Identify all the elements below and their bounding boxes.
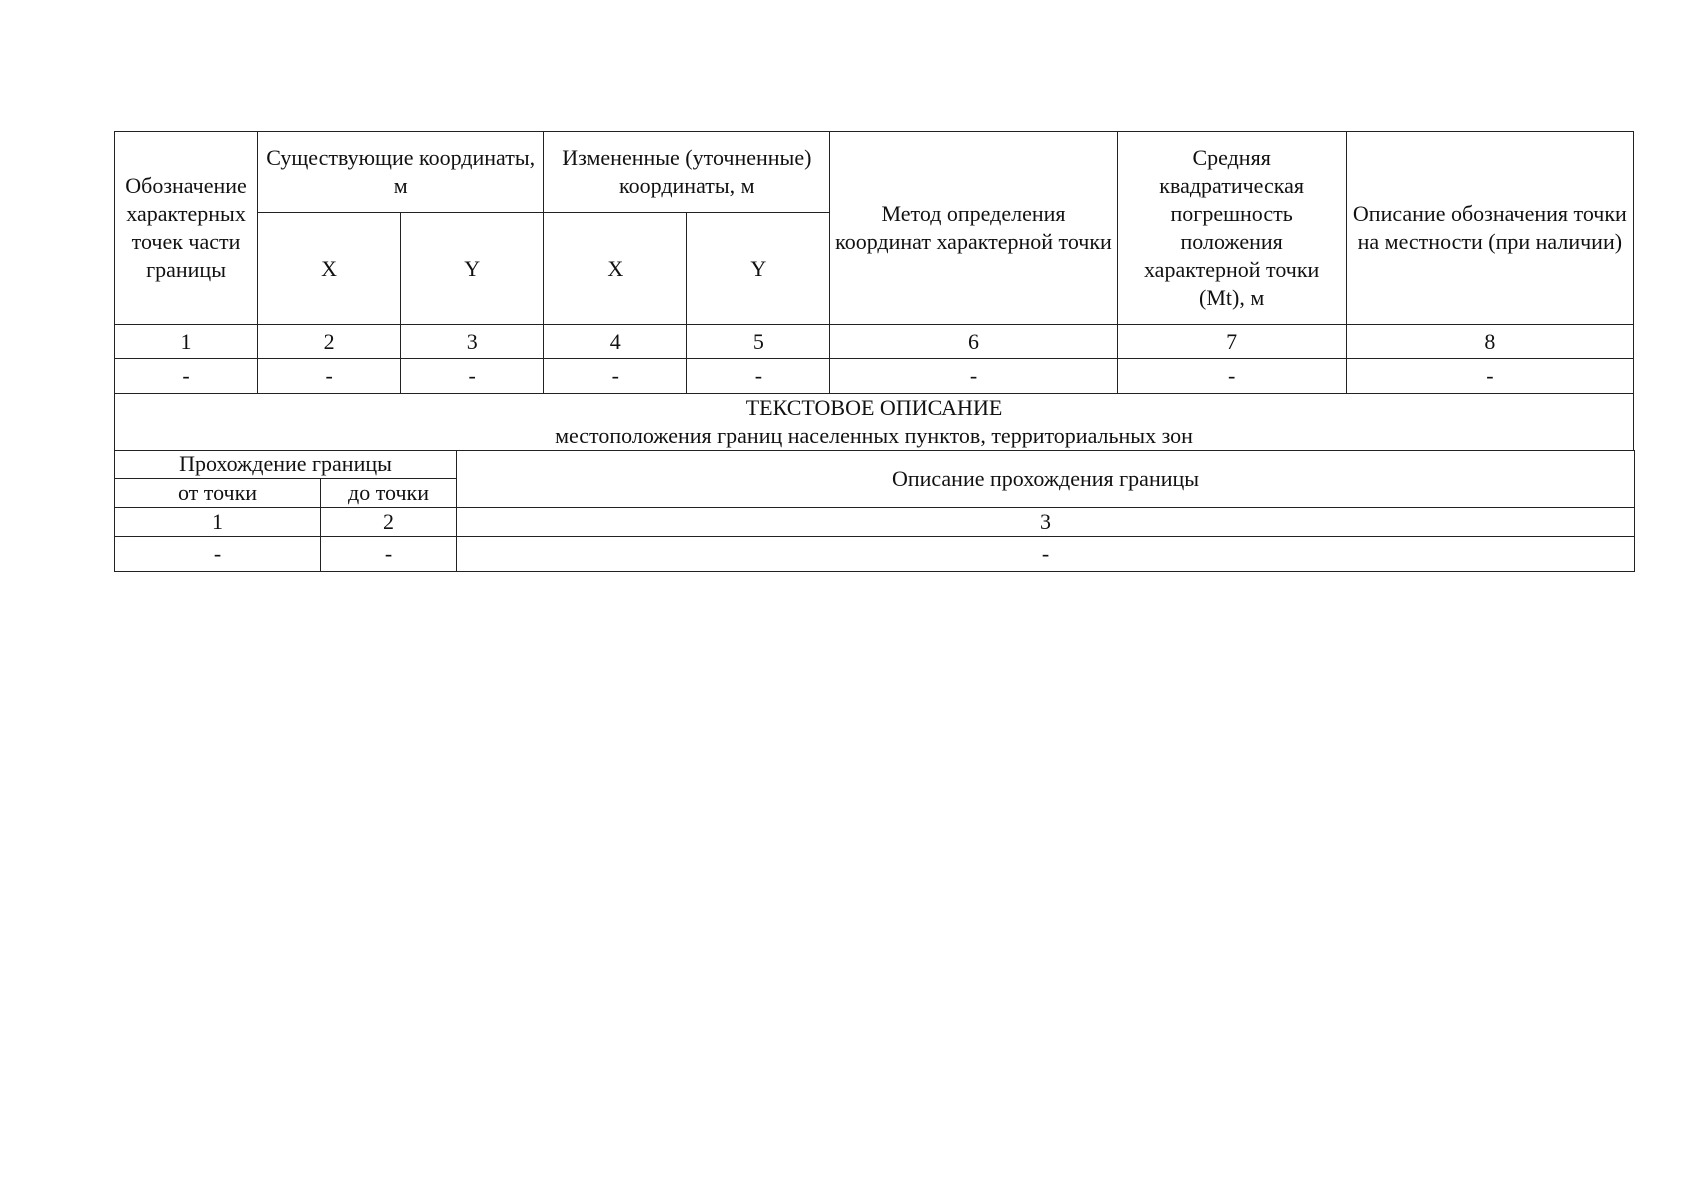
column-number: 4 [544, 325, 687, 359]
table-cell: - [258, 359, 401, 394]
header-existing-coordinates: Существующие координаты, м [258, 132, 544, 213]
boundary-route-table [114, 450, 1635, 572]
column-number: 1 [115, 325, 258, 359]
table-row [115, 537, 1635, 572]
header-to-point: до точки [321, 479, 457, 508]
column-number: 3 [457, 508, 1635, 537]
table-cell: - [830, 359, 1117, 394]
header-y-changed: Y [687, 213, 830, 325]
table-cell: - [1117, 359, 1346, 394]
header-designation: Обозначение характерных точек части границы [115, 132, 258, 325]
column-number: 8 [1346, 325, 1633, 359]
column-number: 5 [687, 325, 830, 359]
table-cell: - [457, 537, 1635, 572]
column-numbers-row [115, 508, 1635, 537]
column-number: 1 [115, 508, 321, 537]
header-changed-coordinates: Измененные (уточненные) координаты, м [544, 132, 830, 213]
text-description-title-cell [115, 394, 1634, 451]
text-description-title: ТЕКСТОВОЕ ОПИСАНИЕ [745, 395, 1003, 420]
text-description-subtitle: местоположения границ населенных пунктов, территориальных зон [555, 423, 1193, 448]
header-method: Метод определения координат характерной точки [830, 132, 1117, 325]
header-passage-description: Описание прохождения границы [457, 450, 1635, 508]
column-number: 6 [830, 325, 1117, 359]
header-mean-error: Средняя квадратическая погрешность положения характерной точки (Mt), м [1117, 132, 1346, 325]
column-numbers-row [115, 325, 1634, 359]
table-cell: - [401, 359, 544, 394]
header-from-point: от точки [115, 479, 321, 508]
table-row [115, 359, 1634, 394]
header-point-description: Описание обозначения точки на местности (при наличии) [1346, 132, 1633, 325]
table-cell: - [687, 359, 830, 394]
table-cell: - [115, 359, 258, 394]
table-cell: - [321, 537, 457, 572]
characteristic-points-table [114, 131, 1634, 451]
table-cell: - [544, 359, 687, 394]
column-number: 3 [401, 325, 544, 359]
column-number: 2 [258, 325, 401, 359]
table-cell: - [115, 537, 321, 572]
header-boundary-passage: Прохождение границы [115, 450, 457, 479]
table-cell: - [1346, 359, 1633, 394]
column-number: 7 [1117, 325, 1346, 359]
header-y-existing: Y [401, 213, 544, 325]
header-x-existing: X [258, 213, 401, 325]
header-x-changed: X [544, 213, 687, 325]
column-number: 2 [321, 508, 457, 537]
